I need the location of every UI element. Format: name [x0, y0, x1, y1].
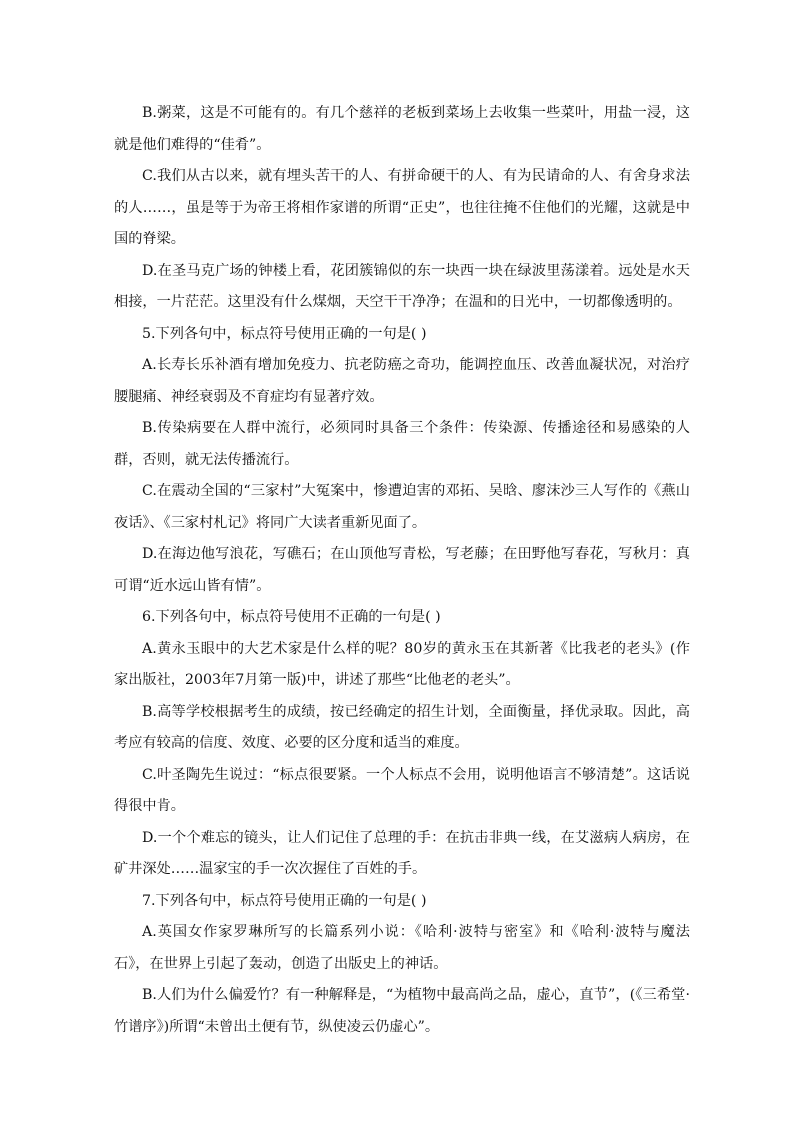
option-5c: C.在震动全国的“三家村”大冤案中，惨遭迫害的邓拓、吴晗、廖沫沙三人写作的《燕山夜话》、《三家村札记》将同广大读者重新见面了。: [114, 483, 690, 531]
option-4c: C.我们从古以来，就有埋头苦干的人、有拼命硬干的人、有为民请命的人、有舍身求法的人……，虽是等于为帝王将相作家谱的所谓“正史”，也往往掩不住他们的光耀，这就是中国的脊梁。: [114, 168, 690, 247]
question-7: 7.下列各句中，标点符号使用正确的一句是( ): [142, 892, 427, 909]
option-4b: B.粥菜，这是不可能有的。有几个慈祥的老板到菜场上去收集一些菜叶，用盐一浸，这就是他们难得的“佳肴”。: [114, 105, 690, 153]
option-6d: D.一个个难忘的镜头，让人们记住了总理的手：在抗击非典一线，在艾滋病人病房，在矿井深处……温家宝的手一次次握住了百姓的手。: [114, 829, 690, 877]
option-5d: D.在海边他写浪花，写礁石；在山顶他写青松，写老藤；在田野他写春花，写秋月：真可谓“近水远山皆有情”。: [114, 546, 690, 594]
option-6a: A.黄永玉眼中的大艺术家是什么样的呢？80岁的黄永玉在其新著《比我老的老头》(作家出版社，2003年7月第一版)中，讲述了那些“比他老的老头”。: [114, 640, 690, 688]
option-6c: C.叶圣陶先生说过：“标点很要紧。一个人标点不会用，说明他语言不够清楚”。这话说得很中肯。: [114, 766, 690, 814]
option-5b: B.传染病要在人群中流行，必须同时具备三个条件：传染源、传播途径和易感染的人群，否则，就无法传播流行。: [114, 420, 690, 468]
option-7b: B.人们为什么偏爱竹？有一种解释是，“为植物中最高尚之品，虚心，直节”，(《三希堂·竹谱序》)所谓“未曾出土便有节，纵使凌云仍虚心”。: [114, 987, 690, 1035]
option-7a: A.英国女作家罗琳所写的长篇系列小说：《哈利·波特与密室》和《哈利·波特与魔法石》，在世界上引起了轰动，创造了出版史上的神话。: [114, 924, 690, 972]
question-6: 6.下列各句中，标点符号使用不正确的一句是( ): [142, 609, 441, 625]
option-6b: B.高等学校根据考生的成绩，按已经确定的招生计划，全面衡量，择优录取。因此，高考应有较高的信度、效度、必要的区分度和适当的难度。: [114, 703, 690, 751]
question-5: 5.下列各句中，标点符号使用正确的一句是( ): [142, 325, 427, 342]
option-4d: D.在圣马克广场的钟楼上看，花团簇锦似的东一块西一块在绿波里荡漾着。远处是水天相接，一片茫茫。这里没有什么煤烟，天空干干净净；在温和的日光中，一切都像透明的。: [114, 262, 690, 310]
option-5a: A.长寿长乐补酒有增加免疫力、抗老防癌之奇功，能调控血压、改善血凝状况，对治疗腰腿痛、神经衰弱及不育症均有显著疗效。: [114, 357, 690, 405]
